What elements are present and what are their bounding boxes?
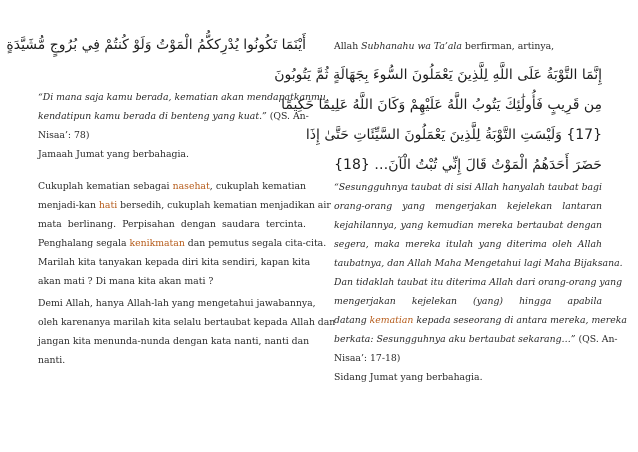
tr-line-5: taubatnya, dan Allah Maha Mengetahui lagi Maha Bijaksana. bbox=[334, 258, 623, 269]
highlight-kematian: kematian bbox=[369, 315, 414, 326]
para3-line-4: nanti. bbox=[38, 355, 66, 366]
tr-line-9b: (QS. An- bbox=[578, 334, 618, 345]
tr-line-9a: berkata: Sesungguhnya aku bertaubat sekarang…” bbox=[334, 334, 579, 345]
tr-line-10: Nisaa’: 17-18) bbox=[334, 353, 401, 364]
translation-block-right bbox=[334, 178, 627, 387]
para2-line-4a: Penghalang segala bbox=[38, 238, 130, 249]
tr-line-4: segera, maka mereka itulah yang diterima oleh Allah bbox=[334, 239, 602, 250]
tr-line-3: kejahilannya, yang kemudian mereka bertaubat dengan bbox=[334, 220, 602, 231]
arabic-line-4: حَضَرَ أَحَدَهُمُ الْمَوْتُ قَالَ إِنِّي تُبْتُ الْآنَ… {18} bbox=[334, 157, 602, 173]
highlight-hati: hati bbox=[98, 200, 118, 211]
paragraph-death-reminder bbox=[38, 177, 331, 291]
tr-line-1: “Sesungguhnya taubat di sisi Allah hanyalah taubat bagi bbox=[334, 182, 602, 193]
para2-line-5: Marilah kita tanyakan kepada diri kita sendiri, kapan kita bbox=[38, 257, 311, 268]
greeting-jamaah: Jamaah Jumat yang berbahagia. bbox=[38, 149, 189, 160]
intro-line bbox=[334, 37, 602, 56]
para2-line-1a: Cukuplah kematian sebagai bbox=[38, 181, 173, 192]
para2-line-3: mata berlinang. Perpisahan dengan saudara tercinta. bbox=[38, 219, 306, 230]
tr-line-9 bbox=[334, 330, 618, 349]
translation-line-2 bbox=[38, 107, 309, 126]
tr-line-2: orang-orang yang mengerjakan kejelekan lantaran bbox=[334, 201, 602, 212]
para2-line-4b: dan pemutus segala cita-cita. bbox=[184, 238, 327, 249]
tr-line-7: mengerjakan kejelekan (yang) hingga apabila bbox=[334, 296, 602, 307]
para2-line-2b: bersedih, cukuplah kematian menjadikan air bbox=[117, 200, 331, 211]
translation-line-2-text: kendatipun kamu berada di benteng yang kuat.” bbox=[38, 111, 270, 122]
tr-line-8a: datang bbox=[334, 315, 370, 326]
arabic-verse-line: أَيْنَمَا تَكُونُوا يُدْرِككُّمُ الْمَوْتُ وَلَوْ كُنتُمْ فِي بُرُوجٍ مُّشَيَّدَةٍ bbox=[6, 37, 306, 53]
highlight-nasehat: nasehat bbox=[172, 181, 210, 192]
arabic-verse-left bbox=[6, 30, 306, 60]
para2-line-1b: , cukuplah kematian bbox=[209, 181, 307, 192]
para3-line-2: oleh karenanya marilah kita selalu bertaubat kepada Allah dan bbox=[38, 317, 336, 328]
para2-line-6: akan mati ? Di mana kita akan mati ? bbox=[38, 276, 214, 287]
intro-italic: Subhanahu wa Ta’ala bbox=[361, 41, 462, 52]
highlight-kenikmatan: kenikmatan bbox=[129, 238, 185, 249]
paragraph-repentance bbox=[38, 294, 336, 370]
para2-line-4 bbox=[38, 234, 327, 253]
arabic-line-2: مِن قَرِيبٍ فَأُولَٰئِكَ يَتُوبُ اللَّهُ عَلَيْهِمْ وَكَانَ اللَّهُ عَلِيمًا حَكِيمًا bbox=[281, 97, 602, 113]
intro-a: Allah bbox=[334, 41, 362, 52]
para2-line-2a: menjadi-kan bbox=[38, 200, 99, 211]
tr-line-8b: kepada seseorang di antara mereka, mereka bbox=[413, 315, 627, 326]
para2-line-1 bbox=[38, 177, 306, 196]
para3-line-1: Demi Allah, hanya Allah-lah yang mengetahui jawabannya, bbox=[38, 298, 316, 309]
translation-ref: (QS. An- bbox=[269, 111, 309, 122]
intro-text bbox=[334, 37, 602, 56]
tr-line-8 bbox=[334, 311, 627, 330]
arabic-line-1: إِنَّمَا التَّوْبَةُ عَلَى اللَّهِ لِلَّذِينَ يَعْمَلُونَ السُّوءَ بِجَهَالَةٍ ثُمَّ يَتُوبُونَ bbox=[274, 67, 602, 83]
greeting-sidang: Sidang Jumat yang berbahagia. bbox=[334, 372, 483, 383]
translation-line-3: Nisaa’: 78) bbox=[38, 130, 90, 141]
arabic-line-3: {17} وَلَيْسَتِ التَّوْبَةُ لِلَّذِينَ يَعْمَلُونَ السَّيِّئَاتِ حَتَّىٰ إِذَا bbox=[305, 127, 602, 143]
tr-line-6: Dan tidaklah taubat itu diterima Allah dari orang-orang yang bbox=[334, 277, 623, 288]
para2-line-2 bbox=[38, 196, 331, 215]
para3-line-3: jangan kita menunda-nunda dengan kata nanti, nanti dan bbox=[38, 336, 310, 347]
intro-b: berfirman, artinya, bbox=[461, 41, 555, 52]
translation-block-left bbox=[38, 88, 329, 164]
translation-line-1: “Di mana saja kamu berada, kematian akan mendapatkanmu, bbox=[38, 92, 329, 103]
